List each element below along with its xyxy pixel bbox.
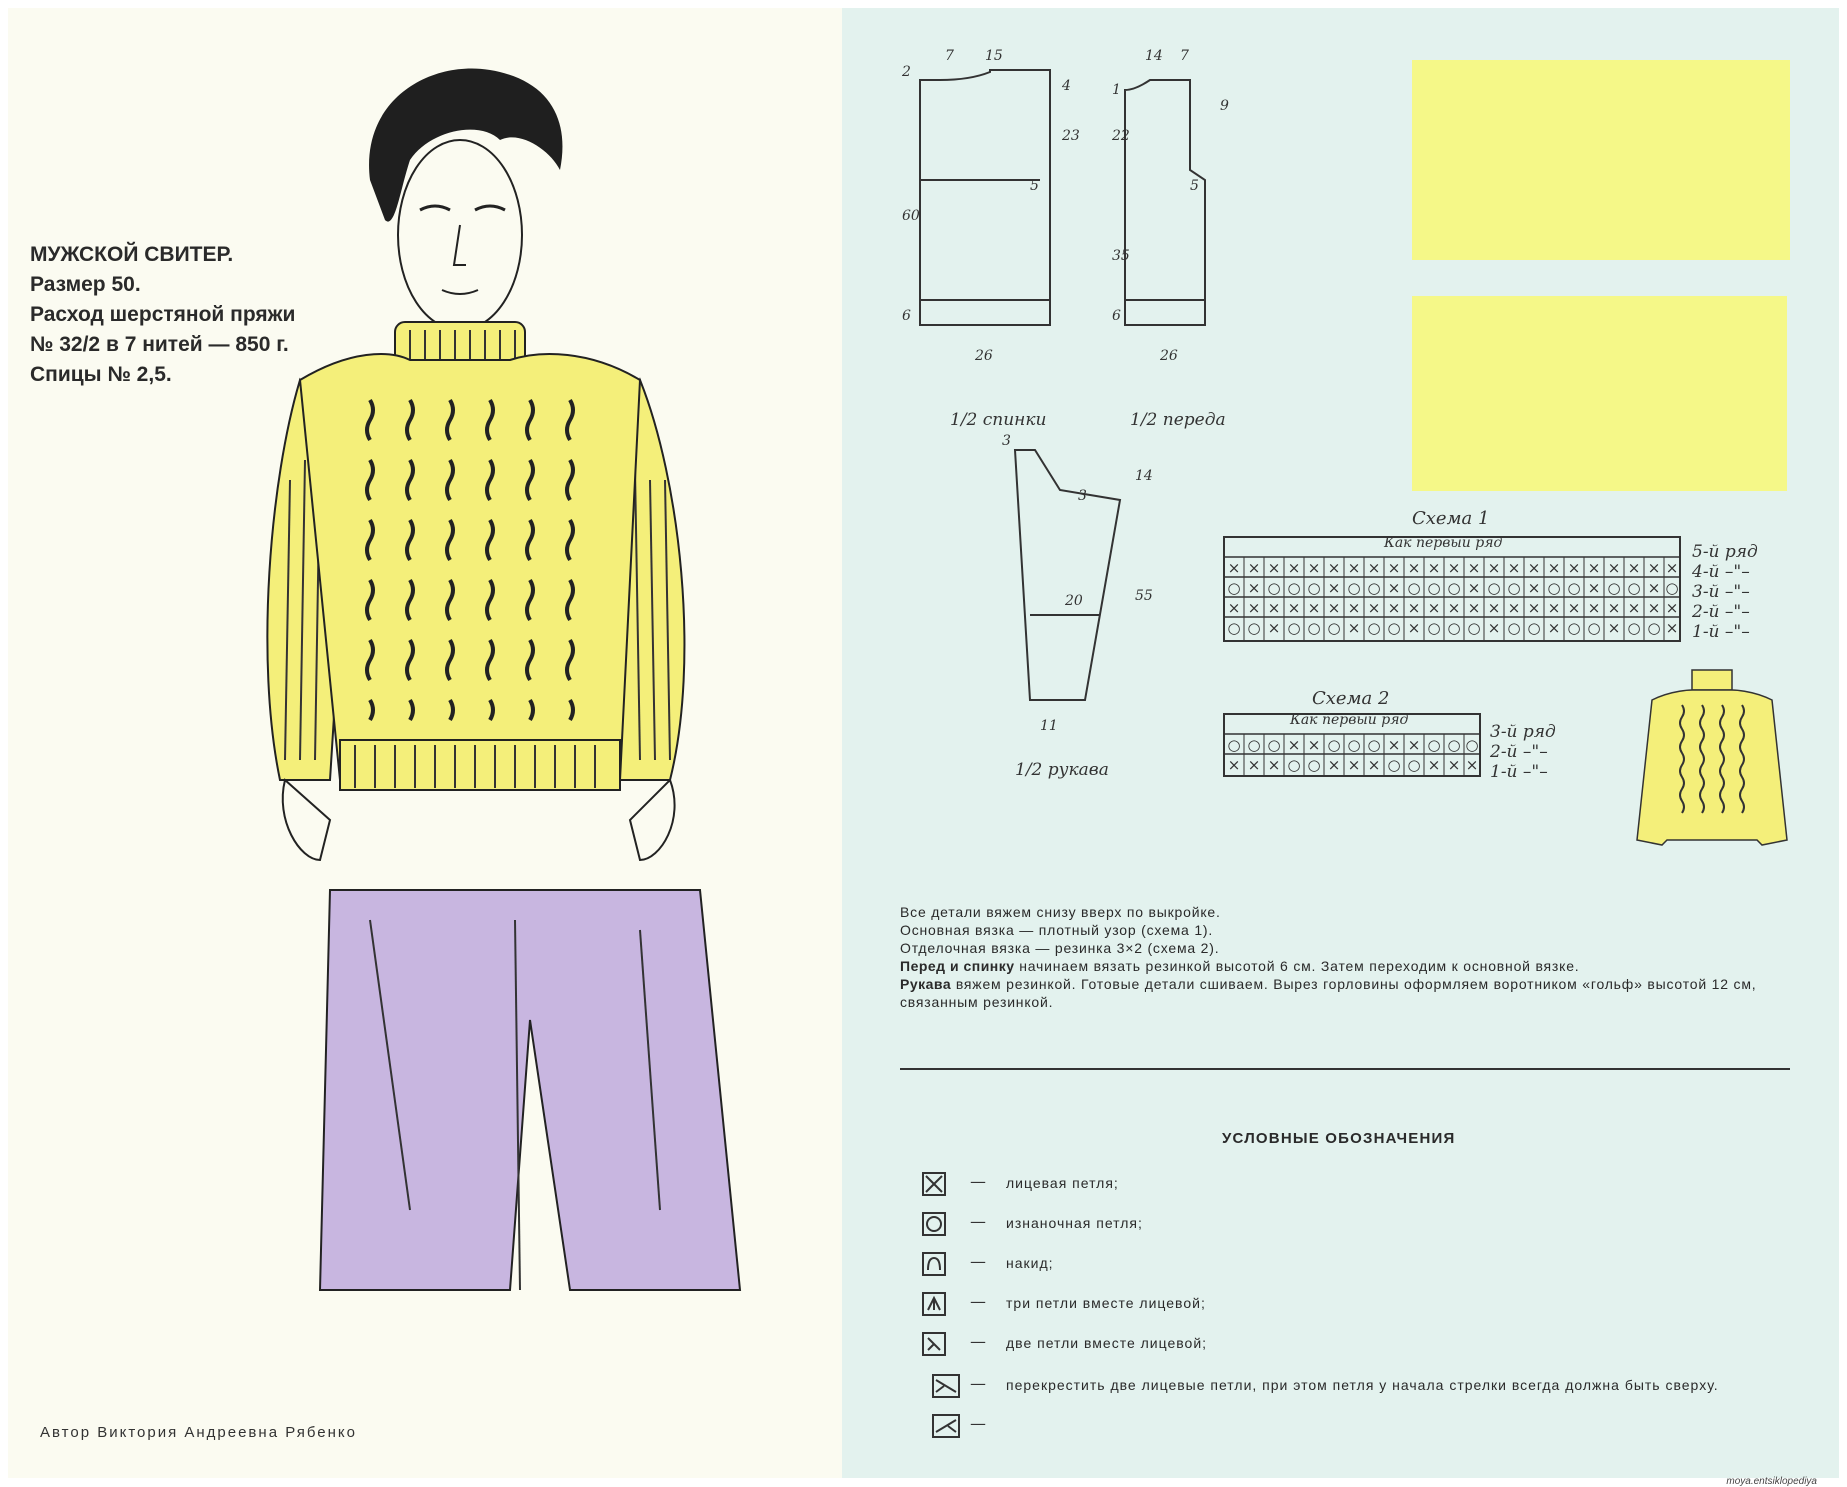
scheme2-row-3: 3-й ряд [1490, 722, 1556, 742]
svg-text:×: × [1467, 579, 1481, 597]
sleeve-dim-1: 3 [1078, 488, 1087, 504]
instruction-line-3: Отделочная вязка — резинка 3×2 (схема 2). [900, 940, 1220, 956]
sleeve-dim-2: 14 [1135, 468, 1153, 484]
legend-row-yarn-over [920, 1250, 1800, 1280]
svg-text:×: × [1407, 736, 1421, 754]
svg-text:×: × [1487, 559, 1501, 577]
instruction-line-5-rest: вяжем резинкой. Готовые детали сшиваем. Вырез горловины оформляем воротником «гольф» высотой 12 см, связанным резинкой. [900, 976, 1757, 1010]
svg-text:○: ○ [1447, 579, 1461, 597]
svg-text:×: × [1587, 559, 1601, 577]
svg-text:×: × [1587, 599, 1601, 617]
svg-text:○: ○ [1407, 756, 1421, 774]
svg-text:×: × [1407, 559, 1421, 577]
svg-text:○: ○ [1665, 579, 1679, 597]
svg-text:○: ○ [1427, 619, 1441, 637]
legend-dash: — [970, 1332, 986, 1351]
svg-text:×: × [1665, 619, 1679, 637]
svg-text:×: × [1547, 619, 1561, 637]
svg-text:○: ○ [1307, 579, 1321, 597]
svg-text:×: × [1287, 559, 1301, 577]
legend-row-two-together [920, 1330, 1800, 1360]
svg-text:×: × [1427, 756, 1441, 774]
svg-text:×: × [1367, 559, 1381, 577]
svg-text:○: ○ [1465, 736, 1479, 754]
small-sweater-illustration [1632, 660, 1792, 870]
instructions-text [900, 903, 1795, 1011]
svg-text:×: × [1387, 579, 1401, 597]
front-outline [1125, 80, 1205, 325]
svg-text:×: × [1465, 756, 1479, 774]
scheme2-title: Схема 2 [1312, 688, 1390, 709]
back-dim-1: 15 [985, 48, 1003, 64]
svg-text:○: ○ [1527, 619, 1541, 637]
svg-text:○: ○ [1447, 619, 1461, 637]
svg-text:○: ○ [1647, 619, 1661, 637]
pants [320, 890, 740, 1290]
svg-text:○: ○ [1227, 579, 1241, 597]
svg-text:×: × [1307, 736, 1321, 754]
svg-text:×: × [1467, 559, 1481, 577]
back-dim-0: 7 [945, 48, 954, 64]
instruction-line-5-bold: Рукава [900, 976, 952, 992]
svg-text:×: × [1287, 599, 1301, 617]
scheme1-row-5: 5-й ряд [1692, 542, 1758, 562]
svg-text:○: ○ [1367, 619, 1381, 637]
back-dim-5: 5 [1030, 178, 1039, 194]
svg-text:×: × [1347, 756, 1361, 774]
svg-text:×: × [1467, 599, 1481, 617]
svg-text:○: ○ [1567, 619, 1581, 637]
svg-text:○: ○ [1367, 579, 1381, 597]
svg-text:×: × [1447, 756, 1461, 774]
author-credit: Автор Виктория Андреевна Рябенко [40, 1424, 357, 1441]
legend-dash: — [970, 1292, 986, 1311]
instruction-line-4 [900, 957, 1795, 975]
back-dim-8: 26 [975, 348, 993, 364]
instruction-line-5 [900, 975, 1795, 1011]
svg-text:×: × [1547, 599, 1561, 617]
svg-text:×: × [1267, 756, 1281, 774]
needles-line: Спицы № 2,5. [30, 363, 172, 386]
scheme1-title: Схема 1 [1412, 508, 1490, 529]
legend-text-yarn-over: накид; [1006, 1255, 1054, 1271]
page-title: МУЖСКОЙ СВИТЕР. [30, 243, 234, 266]
svg-text:○: ○ [1307, 756, 1321, 774]
svg-text:×: × [1227, 599, 1241, 617]
svg-text:×: × [1307, 599, 1321, 617]
svg-text:×: × [1427, 559, 1441, 577]
legend-text-knit: лицевая петля; [1006, 1175, 1119, 1191]
svg-text:×: × [1567, 559, 1581, 577]
svg-text:○: ○ [1327, 619, 1341, 637]
svg-text:×: × [1607, 559, 1621, 577]
legend-text-two-together: две петли вместе лицевой; [1006, 1335, 1208, 1351]
front-dim-2: 1 [1112, 82, 1121, 98]
legend-dash: — [970, 1252, 986, 1271]
svg-text:○: ○ [1507, 619, 1521, 637]
svg-text:×: × [1387, 599, 1401, 617]
svg-text:×: × [1665, 559, 1679, 577]
svg-text:×: × [1347, 599, 1361, 617]
svg-text:○: ○ [1547, 579, 1561, 597]
svg-text:×: × [1607, 619, 1621, 637]
legend-row-knit [920, 1170, 1800, 1200]
svg-text:×: × [1307, 559, 1321, 577]
sweater-body [300, 354, 640, 780]
svg-text:×: × [1387, 736, 1401, 754]
scheme1-row-4: 4-й –"– [1692, 562, 1750, 582]
scheme1-row-2: 2-й –"– [1692, 602, 1750, 622]
instruction-line-1: Все детали вяжем снизу вверх по выкройке. [900, 904, 1221, 920]
svg-text:○: ○ [1387, 619, 1401, 637]
svg-text:○: ○ [1327, 736, 1341, 754]
svg-text:×: × [1367, 756, 1381, 774]
svg-text:×: × [1567, 599, 1581, 617]
svg-text:×: × [1587, 579, 1601, 597]
svg-text:×: × [1227, 559, 1241, 577]
svg-text:○: ○ [1447, 736, 1461, 754]
svg-text:×: × [1507, 599, 1521, 617]
legend-dash: — [970, 1172, 986, 1191]
legend-dash: — [970, 1212, 986, 1231]
yarn-swatch-1 [1412, 60, 1790, 260]
pattern-schematics [890, 40, 1250, 780]
legend-row-cross [920, 1372, 1800, 1442]
svg-text:×: × [1347, 619, 1361, 637]
scheme1-row-3: 3-й –"– [1692, 582, 1750, 602]
svg-text:○: ○ [1407, 579, 1421, 597]
back-dim-3: 4 [1062, 78, 1071, 94]
svg-text:○: ○ [1507, 579, 1521, 597]
svg-text:×: × [1427, 599, 1441, 617]
front-dim-1: 7 [1180, 48, 1189, 64]
svg-text:○: ○ [1367, 736, 1381, 754]
sleeve-dim-5: 11 [1040, 718, 1058, 734]
svg-text:×: × [1227, 756, 1241, 774]
svg-text:○: ○ [1627, 619, 1641, 637]
svg-text:×: × [1527, 599, 1541, 617]
yarn-line-1: Расход шерстяной пряжи [30, 303, 296, 326]
legend-row-purl [920, 1210, 1800, 1240]
svg-text:×: × [1627, 559, 1641, 577]
back-dim-6: 60 [902, 208, 920, 224]
cross-stitch-icon [920, 1372, 972, 1400]
scheme2-caption: Как первый ряд [1290, 712, 1409, 728]
front-dim-7: 6 [1112, 308, 1121, 324]
back-dim-2: 2 [902, 64, 911, 80]
svg-text:○: ○ [1247, 736, 1261, 754]
instruction-line-4-bold: Перед и спинку [900, 958, 1015, 974]
size-line: Размер 50. [30, 273, 141, 296]
svg-text:○: ○ [1627, 579, 1641, 597]
svg-text:×: × [1607, 599, 1621, 617]
back-label: 1/2 спинки [950, 410, 1047, 430]
svg-text:×: × [1407, 619, 1421, 637]
svg-text:○: ○ [1567, 579, 1581, 597]
svg-text:×: × [1267, 619, 1281, 637]
face [398, 140, 522, 330]
sleeve-outline [1015, 450, 1120, 700]
svg-text:○: ○ [1487, 579, 1501, 597]
section-divider [900, 1068, 1790, 1070]
svg-text:○: ○ [1467, 619, 1481, 637]
front-label: 1/2 переда [1130, 410, 1226, 430]
svg-text:○: ○ [1347, 579, 1361, 597]
svg-text:×: × [1287, 736, 1301, 754]
svg-text:○: ○ [1267, 579, 1281, 597]
front-dim-0: 14 [1145, 48, 1163, 64]
legend-row-three-together [920, 1290, 1800, 1320]
svg-text:○: ○ [1287, 619, 1301, 637]
legend-title: УСЛОВНЫЕ ОБОЗНАЧЕНИЯ [1222, 1130, 1456, 1147]
watermark: moya.entsiklopediya [1726, 1476, 1817, 1487]
svg-text:○: ○ [1287, 579, 1301, 597]
back-dim-7: 6 [902, 308, 911, 324]
svg-text:×: × [1487, 619, 1501, 637]
yarn-swatch-2 [1412, 296, 1787, 491]
svg-text:×: × [1267, 599, 1281, 617]
svg-text:×: × [1327, 579, 1341, 597]
svg-text:○: ○ [1427, 579, 1441, 597]
svg-text:×: × [1507, 559, 1521, 577]
header-block [30, 240, 295, 390]
legend-text-three-together: три петли вместе лицевой; [1006, 1295, 1206, 1311]
back-outline [920, 70, 1050, 325]
scheme2-row-1: 1-й –"– [1490, 762, 1548, 782]
sleeve-dim-4: 55 [1135, 588, 1153, 604]
sweater-illustration [260, 60, 780, 1300]
knit-stitch-icon [920, 1170, 948, 1198]
svg-text:○: ○ [1427, 736, 1441, 754]
svg-text:○: ○ [1267, 736, 1281, 754]
svg-text:×: × [1527, 559, 1541, 577]
cross-stitch-icon-2 [920, 1412, 972, 1440]
svg-text:○: ○ [1607, 579, 1621, 597]
front-dim-6: 35 [1112, 248, 1130, 264]
svg-text:○: ○ [1387, 756, 1401, 774]
svg-text:×: × [1527, 579, 1541, 597]
scheme1-grid [1222, 535, 1682, 645]
svg-text:×: × [1327, 599, 1341, 617]
svg-text:×: × [1447, 599, 1461, 617]
svg-text:×: × [1387, 559, 1401, 577]
svg-text:×: × [1627, 599, 1641, 617]
svg-text:×: × [1447, 559, 1461, 577]
front-dim-3: 9 [1220, 98, 1229, 114]
three-together-icon [920, 1290, 948, 1318]
svg-text:×: × [1407, 599, 1421, 617]
sleeve-label: 1/2 рукава [1015, 760, 1109, 780]
svg-text:×: × [1647, 599, 1661, 617]
svg-text:○: ○ [1247, 619, 1261, 637]
svg-text:×: × [1647, 579, 1661, 597]
svg-text:×: × [1247, 579, 1261, 597]
purl-stitch-icon [920, 1210, 948, 1238]
svg-text:×: × [1665, 599, 1679, 617]
sleeve-dim-3: 20 [1065, 593, 1083, 609]
svg-text:×: × [1367, 599, 1381, 617]
svg-text:×: × [1267, 559, 1281, 577]
svg-text:○: ○ [1587, 619, 1601, 637]
back-dim-4: 23 [1062, 128, 1080, 144]
front-dim-8: 26 [1160, 348, 1178, 364]
yarn-line-2: № 32/2 в 7 нитей — 850 г. [30, 333, 289, 356]
waistband [340, 740, 620, 790]
svg-text:×: × [1247, 756, 1261, 774]
scheme2-row-2: 2-й –"– [1490, 742, 1548, 762]
svg-text:×: × [1247, 559, 1261, 577]
sleeve-dim-0: 3 [1002, 433, 1011, 449]
svg-text:○: ○ [1287, 756, 1301, 774]
svg-text:○: ○ [1227, 619, 1241, 637]
yarn-over-icon [920, 1250, 948, 1278]
svg-text:○: ○ [1307, 619, 1321, 637]
instruction-line-2: Основная вязка — плотный узор (схема 1). [900, 922, 1214, 938]
svg-text:×: × [1647, 559, 1661, 577]
svg-text:×: × [1247, 599, 1261, 617]
instruction-line-4-rest: начинаем вязать резинкой высотой 6 см. Затем переходим к основной вязке. [1014, 958, 1580, 974]
svg-text:○: ○ [1347, 736, 1361, 754]
scheme1-caption: Как первый ряд [1384, 535, 1503, 551]
legend-dash-2: — [970, 1414, 986, 1433]
two-together-icon [920, 1330, 948, 1358]
svg-text:×: × [1327, 756, 1341, 774]
front-dim-5: 5 [1190, 178, 1199, 194]
svg-text:×: × [1347, 559, 1361, 577]
front-dim-4: 22 [1112, 128, 1130, 144]
svg-text:×: × [1547, 559, 1561, 577]
svg-text:×: × [1327, 559, 1341, 577]
svg-text:×: × [1487, 599, 1501, 617]
legend-text-cross: перекрестить две лицевые петли, при этом петля у начала стрелки всегда должна быть сверху. [1006, 1377, 1719, 1393]
legend-text-purl: изнаночная петля; [1006, 1215, 1143, 1231]
legend-dash: — [970, 1374, 986, 1393]
scheme1-row-1: 1-й –"– [1692, 622, 1750, 642]
svg-text:○: ○ [1227, 736, 1241, 754]
